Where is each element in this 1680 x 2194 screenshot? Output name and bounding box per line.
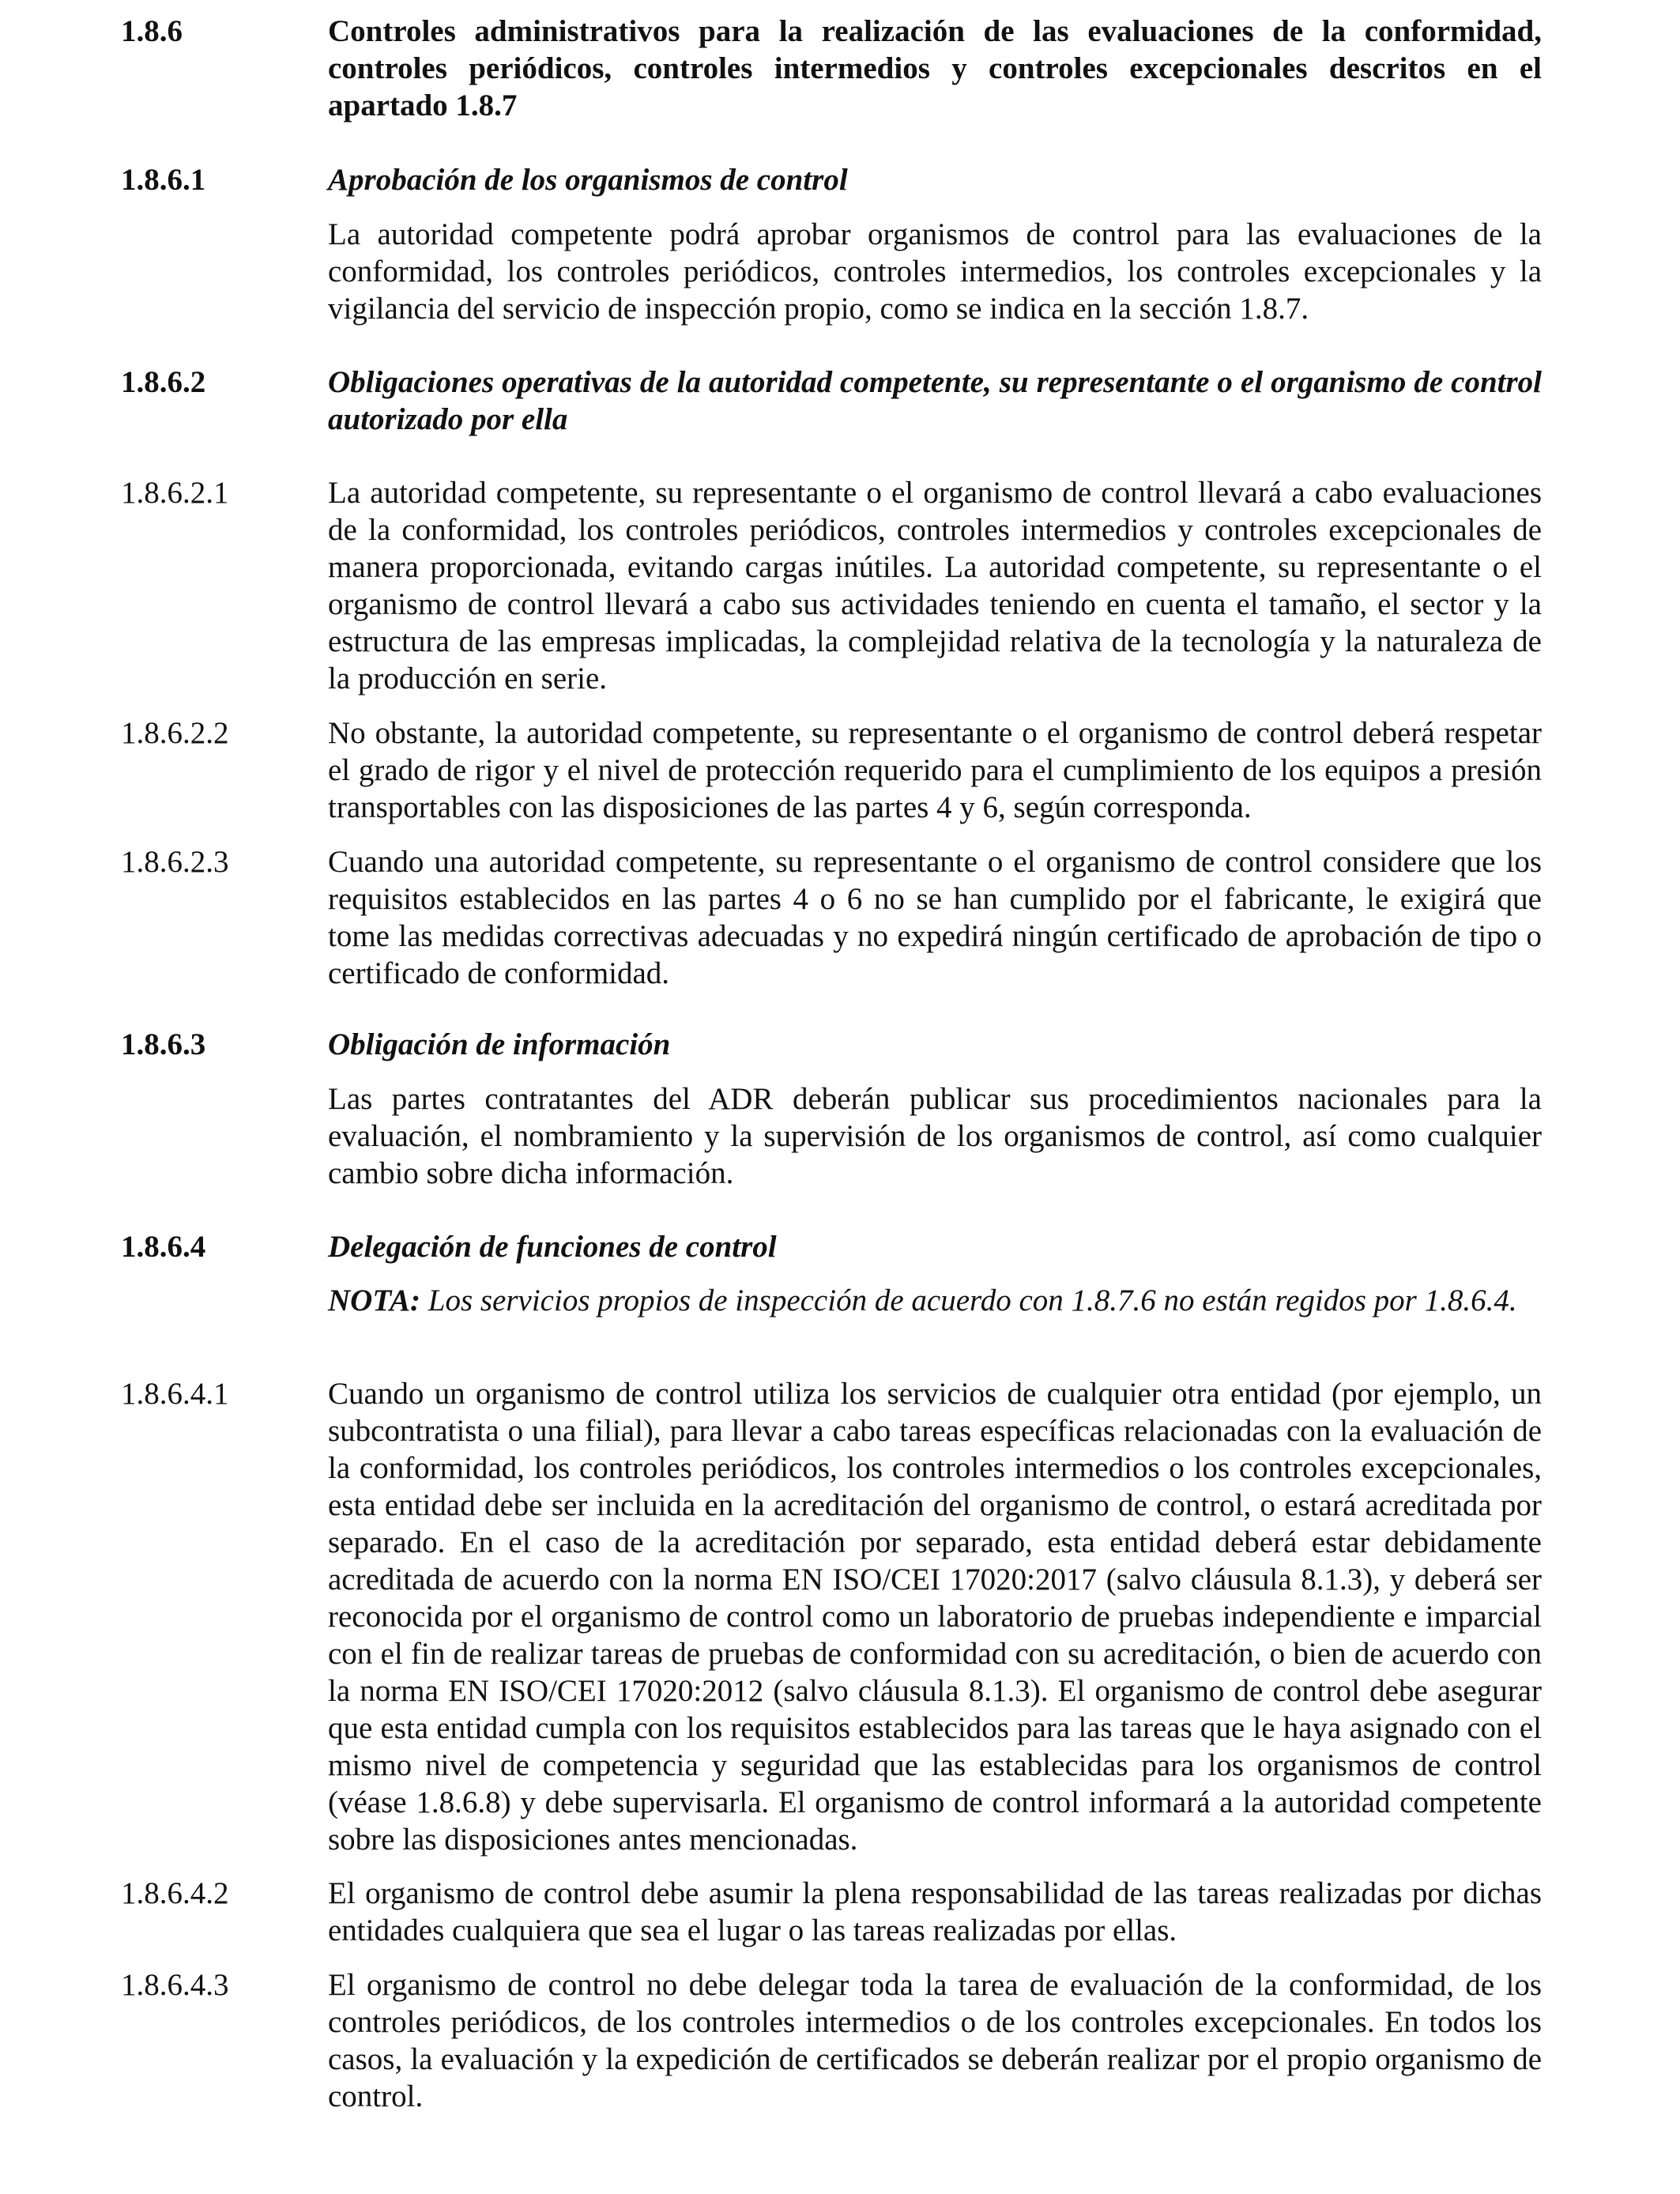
section-title-1-8-6-3: Obligación de información [328, 1027, 671, 1061]
section-title-1-8-6-2: Obligaciones operativas de la autoridad competente, su representante o el organismo de control autorizado por ella [328, 365, 1542, 436]
section-title-1-8-6-4: Delegación de funciones de control [328, 1230, 777, 1264]
paragraph-number-1-8-6-4-1: 1.8.6.4.1 [121, 1377, 229, 1411]
section-number-1-8-6-2: 1.8.6.2 [121, 365, 206, 399]
section-title-1-8-6: Controles administrativos para la realización de las evaluaciones de la conformidad, controles periódicos, controles intermedios y controles excepcionales descritos en el apartado 1.8.7 [328, 14, 1542, 123]
paragraph-number-1-8-6-2-1: 1.8.6.2.1 [121, 476, 229, 510]
section-number-1-8-6: 1.8.6 [121, 14, 183, 48]
paragraph-number-1-8-6-4-2: 1.8.6.4.2 [121, 1876, 229, 1910]
section-number-1-8-6-4: 1.8.6.4 [121, 1230, 206, 1264]
note-label: NOTA: [328, 1284, 420, 1318]
paragraph-1-8-6-4-2: El organismo de control debe asumir la plena responsabilidad de las tareas realizadas por dichas entidades cualquiera que sea el lugar o las tareas realizadas por ellas. [328, 1876, 1542, 1947]
section-title-1-8-6-1: Aprobación de los organismos de control [328, 163, 848, 197]
paragraph-number-1-8-6-2-3: 1.8.6.2.3 [121, 845, 229, 879]
section-number-1-8-6-1: 1.8.6.1 [121, 163, 206, 197]
paragraph-1-8-6-3: Las partes contratantes del ADR deberán publicar sus procedimientos nacionales para la evaluación, el nombramiento y la supervisión de los organismos de control, así como cualquier cambio sobre dicha información. [328, 1082, 1542, 1190]
paragraph-1-8-6-2-1: La autoridad competente, su representante o el organismo de control llevará a cabo evaluaciones de la conformidad, los controles periódicos, controles intermedios y controles excepcionales de manera proporcionada, evitando cargas inútiles. La autoridad competente, su representante o el organismo de control llevará a cabo sus actividades teniendo en cuenta el tamaño, el sector y la estructura de las empresas implicadas, la complejidad relativa de la tecnología y la naturaleza de la producción en serie. [328, 476, 1542, 696]
paragraph-number-1-8-6-2-2: 1.8.6.2.2 [121, 716, 229, 750]
paragraph-1-8-6-1: La autoridad competente podrá aprobar organismos de control para las evaluaciones de la conformidad, los controles periódicos, controles intermedios, los controles excepcionales y la vigilancia del servicio de inspección propio, como se indica en la sección 1.8.7. [328, 217, 1542, 326]
paragraph-1-8-6-2-3: Cuando una autoridad competente, su representante o el organismo de control considere que los requisitos establecidos en las partes 4 o 6 no se han cumplido por el fabricante, le exigirá que tome las medidas correctivas adecuadas y no expedirá ningún certificado de aprobación de tipo o certificado de conformidad. [328, 845, 1542, 990]
note-1-8-6-4 [328, 1282, 1542, 1319]
paragraph-number-1-8-6-4-3: 1.8.6.4.3 [121, 1968, 229, 2002]
paragraph-1-8-6-4-3: El organismo de control no debe delegar toda la tarea de evaluación de la conformidad, de los controles periódicos, de los controles intermedios o de los controles excepcionales. En todos los casos, la evaluación y la expedición de certificados se deberán realizar por el propio organismo de control. [328, 1968, 1542, 2113]
paragraph-1-8-6-4-1: Cuando un organismo de control utiliza los servicios de cualquier otra entidad (por ejemplo, un subcontratista o una filial), para llevar a cabo tareas específicas relacionadas con la evaluación de la conformidad, los controles periódicos, los controles intermedios o los controles excepcionales, esta entidad debe ser incluida en la acreditación del organismo de control, o estará acreditada por separado. En el caso de la acreditación por separado, esta entidad deberá estar debidamente acreditada de acuerdo con la norma EN ISO/CEI 17020:2017 (salvo cláusula 8.1.3), y deberá ser reconocida por el organismo de control como un laboratorio de pruebas independiente e imparcial con el fin de realizar tareas de pruebas de conformidad con su acreditación, o bien de acuerdo con la norma EN ISO/CEI 17020:2012 (salvo cláusula 8.1.3). El organismo de control debe asegurar que esta entidad cumpla con los requisitos establecidos para las tareas que le haya asignado con el mismo nivel de competencia y seguridad que las establecidas para los organismos de control (véase 1.8.6.8) y debe supervisarla. El organismo de control informará a la autoridad competente sobre las disposiciones antes mencionadas. [328, 1377, 1542, 1857]
section-number-1-8-6-3: 1.8.6.3 [121, 1027, 206, 1061]
note-text: Los servicios propios de inspección de acuerdo con 1.8.7.6 no están regidos por 1.8.6.4. [420, 1284, 1517, 1318]
paragraph-1-8-6-2-2: No obstante, la autoridad competente, su representante o el organismo de control deberá respetar el grado de rigor y el nivel de protección requerido para el cumplimiento de los equipos a presión transportables con las disposiciones de las partes 4 y 6, según corresponda. [328, 716, 1542, 824]
